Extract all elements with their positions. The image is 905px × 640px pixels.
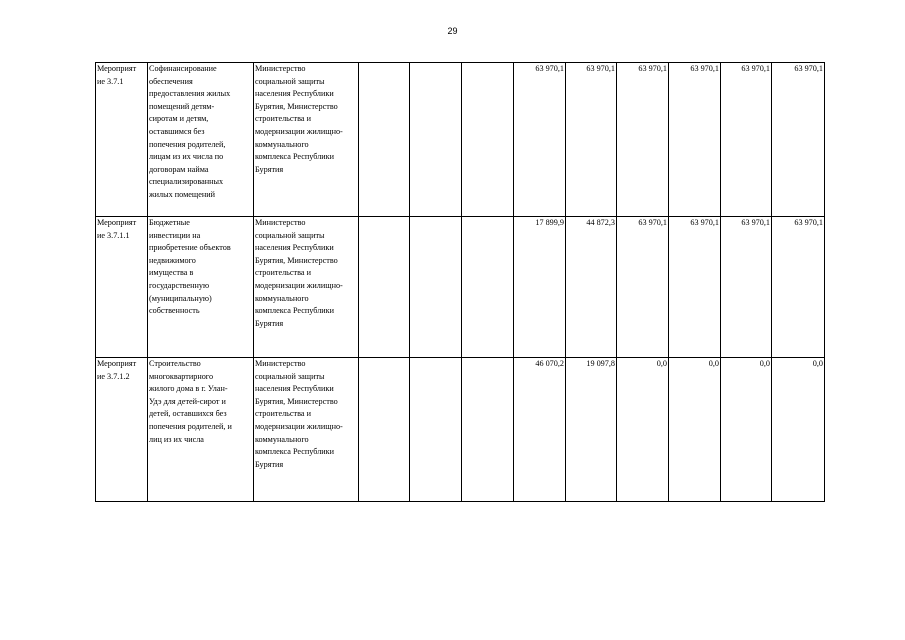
event-code: Мероприят ие 3.7.1 — [97, 64, 137, 86]
executor: Министерство социальной защиты населения Республики Бурятия, Министерство строительства и модернизации жилищно- коммунального комплекса Республики Бурятия — [255, 359, 343, 469]
empty-cell — [462, 358, 514, 502]
value-cell: 44 872,3 — [566, 217, 617, 358]
page-number: 29 — [447, 26, 458, 36]
event-code-cell — [96, 358, 148, 502]
executor-cell — [254, 358, 359, 502]
value-cell: 63 970,1 — [617, 217, 669, 358]
event-code-cell — [96, 217, 148, 358]
value-cell: 0,0 — [669, 358, 721, 502]
value-cell: 63 970,1 — [669, 63, 721, 217]
value-cell: 0,0 — [772, 358, 825, 502]
empty-cell — [359, 63, 410, 217]
event-code: Мероприят ие 3.7.1.2 — [97, 359, 137, 381]
value-cell: 46 070,2 — [514, 358, 566, 502]
value-cell: 63 970,1 — [617, 63, 669, 217]
executor: Министерство социальной защиты населения Республики Бурятия, Министерство строительства и модернизации жилищно- коммунального комплекса Республики Бурятия — [255, 218, 343, 328]
value-cell: 63 970,1 — [566, 63, 617, 217]
value-cell: 0,0 — [721, 358, 772, 502]
value-cell: 17 899,9 — [514, 217, 566, 358]
table-row — [96, 63, 825, 217]
program-table — [95, 62, 825, 502]
value-cell: 63 970,1 — [514, 63, 566, 217]
event-name: Софинансирование обеспечения предоставления жилых помещений детям- сиротам и детям, оставшимся без попечения родителей, лицам из их числа по договорам найма специализированных жилых помещений — [149, 64, 231, 199]
table-row — [96, 358, 825, 502]
event-name-cell — [148, 217, 254, 358]
executor-cell — [254, 217, 359, 358]
value-cell: 19 097,8 — [566, 358, 617, 502]
value-cell: 63 970,1 — [772, 63, 825, 217]
event-code: Мероприят ие 3.7.1.1 — [97, 218, 137, 240]
event-name-cell — [148, 63, 254, 217]
empty-cell — [359, 217, 410, 358]
value-cell: 63 970,1 — [772, 217, 825, 358]
event-name: Строительство многоквартирного жилого дома в г. Улан- Удэ для детей-сирот и детей, оставшихся без попечения родителей, и лиц из их числа — [149, 359, 232, 444]
value-cell: 0,0 — [617, 358, 669, 502]
event-name-cell — [148, 358, 254, 502]
event-code-cell — [96, 63, 148, 217]
value-cell: 63 970,1 — [721, 217, 772, 358]
executor: Министерство социальной защиты населения Республики Бурятия, Министерство строительства и модернизации жилищно- коммунального комплекса Республики Бурятия — [255, 64, 343, 174]
empty-cell — [410, 358, 462, 502]
executor-cell — [254, 63, 359, 217]
value-cell: 63 970,1 — [721, 63, 772, 217]
empty-cell — [410, 217, 462, 358]
empty-cell — [359, 358, 410, 502]
empty-cell — [462, 63, 514, 217]
empty-cell — [462, 217, 514, 358]
empty-cell — [410, 63, 462, 217]
value-cell: 63 970,1 — [669, 217, 721, 358]
table-row — [96, 217, 825, 358]
event-name: Бюджетные инвестиции на приобретение объектов недвижимого имущества в государственную (муниципальную) собственность — [149, 218, 231, 316]
